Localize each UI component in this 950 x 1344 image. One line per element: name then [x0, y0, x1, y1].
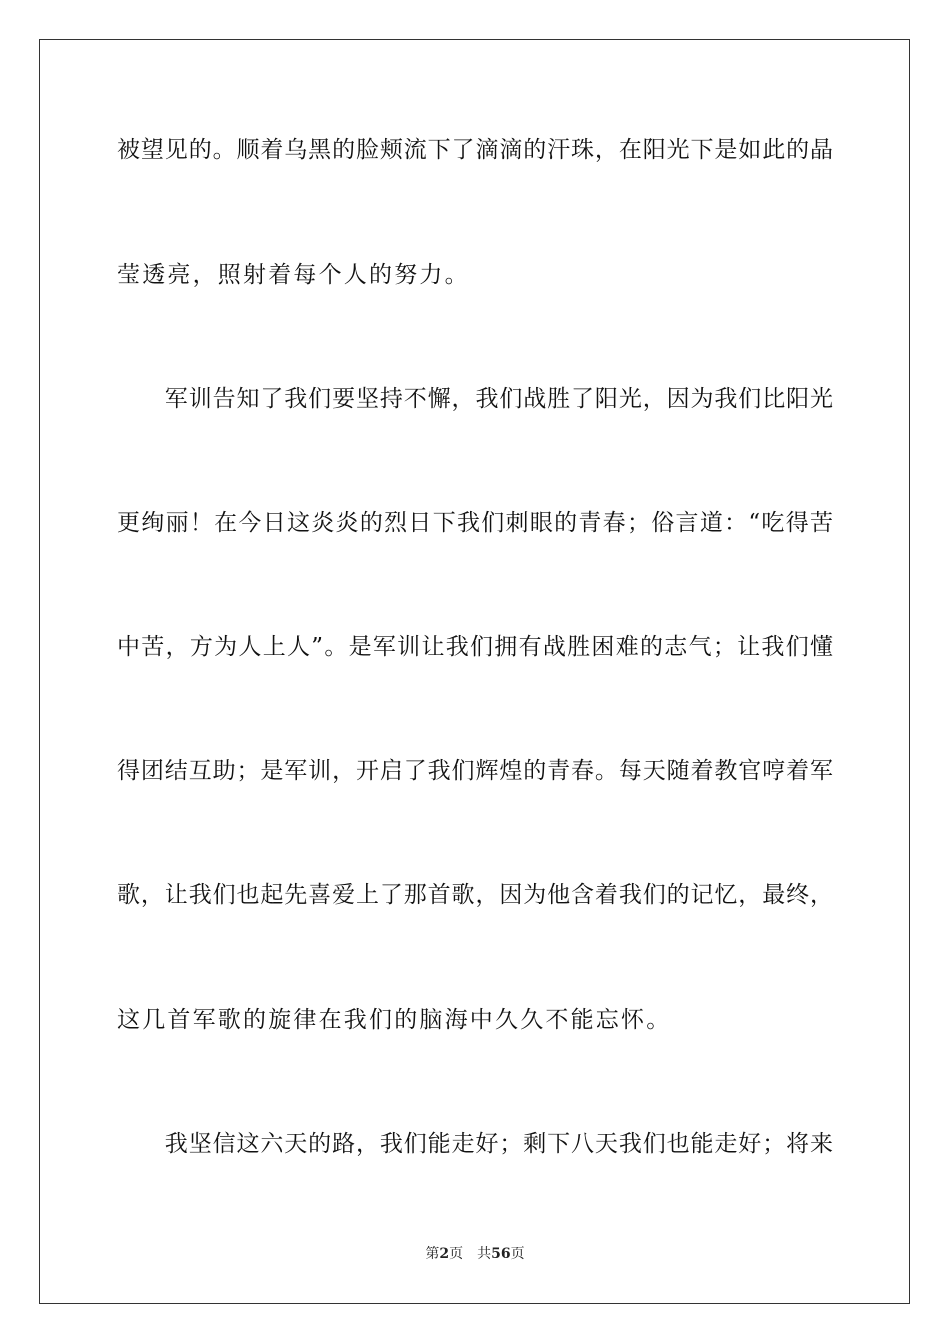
page-suffix: 页 — [449, 1246, 464, 1262]
text-line: 军训告知了我们要坚持不懈，我们战胜了阳光，因为我们比阳光 — [117, 386, 833, 412]
text-line: 得团结互助；是军训，开启了我们辉煌的青春。每天随着教官哼着军 — [117, 758, 833, 784]
page-prefix: 第 — [425, 1246, 440, 1262]
text-line: 我坚信这六天的路，我们能走好；剩下八天我们也能走好；将来 — [117, 1131, 833, 1157]
text-line: 被望见的。顺着乌黑的脸颊流下了滴滴的汗珠，在阳光下是如此的晶 — [117, 137, 833, 163]
text-line: 莹透亮，照射着每个人的努力。 — [117, 262, 470, 288]
page-number: 2 — [439, 1246, 450, 1262]
total-suffix: 页 — [510, 1246, 525, 1262]
total-prefix: 共 — [477, 1246, 492, 1262]
page-border — [39, 39, 910, 1304]
text-line: 歌，让我们也起先喜爱上了那首歌，因为他含着我们的记忆，最终， — [117, 882, 833, 908]
text-line: 这几首军歌的旋律在我们的脑海中久久不能忘怀。 — [117, 1007, 672, 1033]
text-line: 更绚丽！在今日这炎炎的烈日下我们刺眼的青春；俗言道：“吃得苦 — [117, 510, 833, 536]
page-footer — [0, 1245, 950, 1263]
text-line: 中苦，方为人上人”。是军训让我们拥有战胜困难的志气；让我们懂 — [117, 634, 833, 660]
total-pages: 56 — [491, 1246, 511, 1262]
